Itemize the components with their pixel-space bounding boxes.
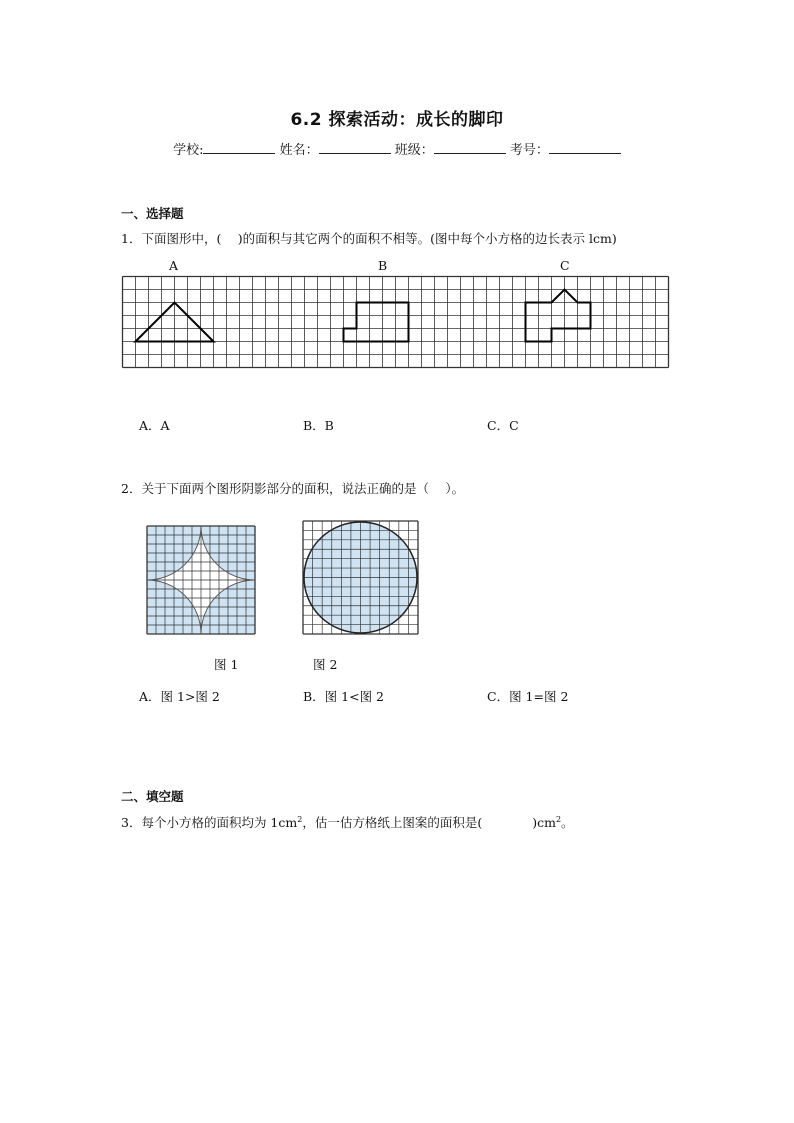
q1-option-c[interactable]: C．C — [487, 418, 519, 433]
exam-no-blank[interactable] — [549, 141, 621, 154]
name-blank[interactable] — [319, 141, 391, 154]
figure-label-b: B — [378, 258, 388, 273]
question-1-text: 1．下面图形中，( )的面积与其它两个的面积不相等。(图中每个小方格的边长表示 lcm) — [121, 231, 617, 246]
q1-option-a[interactable]: A．A — [139, 418, 170, 433]
q3-text-after: 。 — [561, 815, 574, 830]
question-3-text — [121, 813, 574, 831]
page-title: 6.2 探索活动：成长的脚印 — [290, 110, 504, 130]
exam-no-label: 考号： — [509, 143, 549, 158]
student-info-line — [0, 139, 794, 158]
q1-option-b[interactable]: B．B — [303, 418, 334, 433]
school-label: 学校: — [173, 143, 204, 158]
question-2-text: 2．关于下面两个图形阴影部分的面积，说法正确的是（ ）。 — [121, 481, 465, 496]
q3-superscript-2: 2 — [555, 814, 562, 824]
q2-option-a[interactable]: A．图 1>图 2 — [139, 689, 220, 704]
school-blank[interactable] — [203, 141, 275, 154]
section-2-title: 二、填空题 — [121, 789, 184, 804]
q3-text-middle: ，估一估方格纸上图案的面积是( )cm — [302, 815, 556, 830]
section-1-title: 一、选择题 — [121, 206, 184, 221]
q2-option-c[interactable]: C．图 1=图 2 — [487, 689, 569, 704]
figure-2-circle — [301, 519, 421, 637]
shape-b — [344, 303, 409, 342]
name-label: 姓名： — [279, 143, 319, 158]
figure-label-a: A — [169, 258, 179, 273]
q3-text-before: 3．每个小方格的面积均为 1cm — [121, 815, 298, 830]
q2-option-b[interactable]: B．图 1<图 2 — [303, 689, 385, 704]
figure-label-c: C — [560, 258, 570, 273]
figure-2-label: 图 2 — [313, 657, 338, 672]
question-1-grid — [121, 275, 673, 370]
class-blank[interactable] — [434, 141, 506, 154]
class-label: 班级： — [394, 143, 434, 158]
figure-1-four-arcs — [145, 524, 257, 636]
figure-1-label: 图 1 — [214, 657, 239, 672]
q3-superscript-1: 2 — [297, 814, 303, 824]
